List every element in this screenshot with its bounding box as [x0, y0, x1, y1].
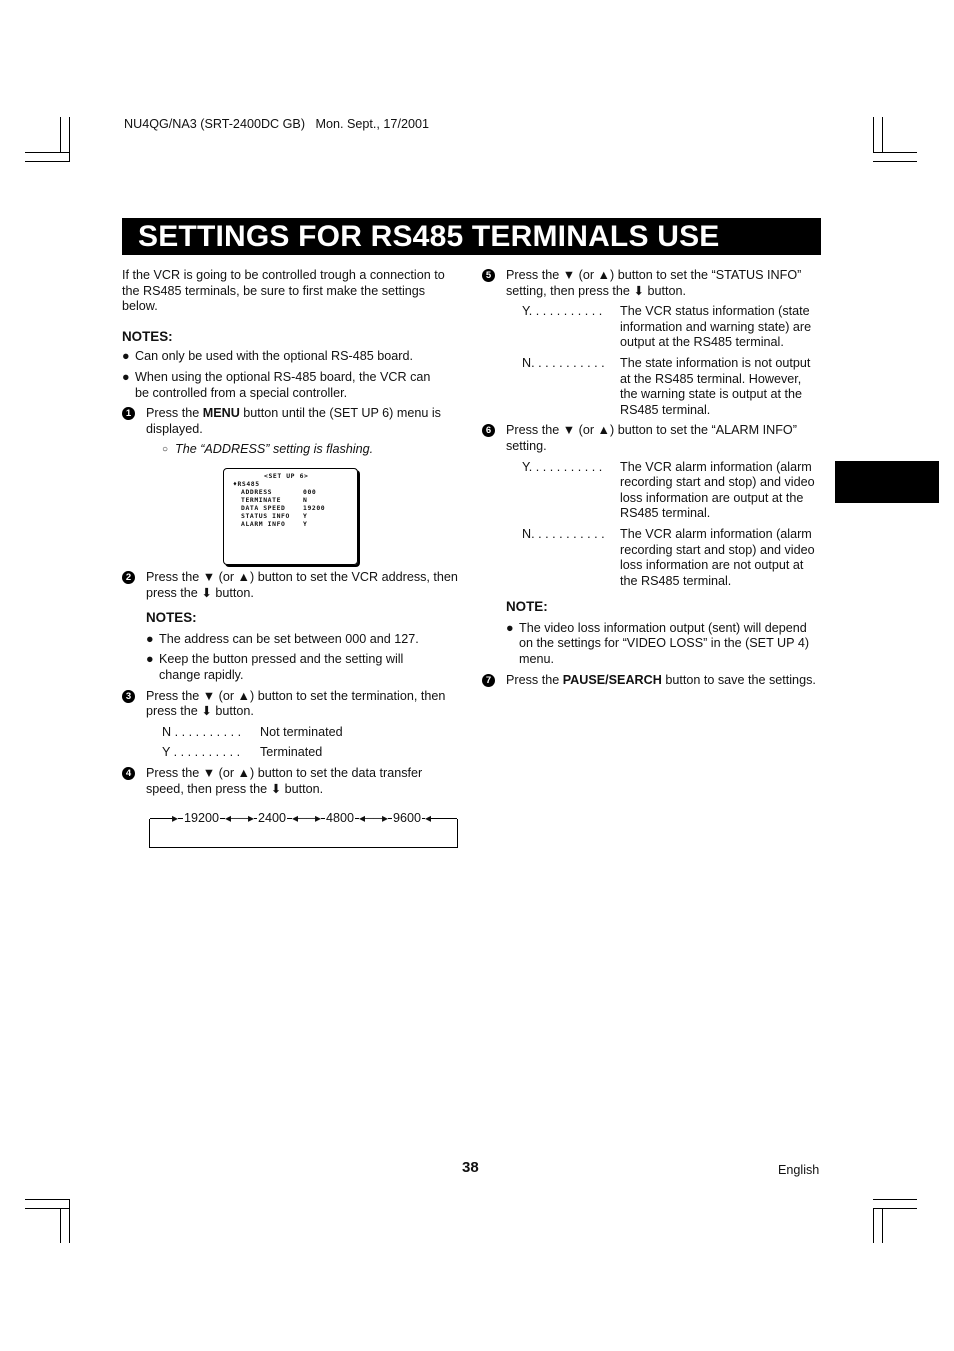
section-tab [835, 461, 939, 503]
title-bar [122, 218, 821, 255]
intro-text: If the VCR is going to be controlled trough a connection to the RS485 terminals, be sure to first make the settings below. [122, 268, 445, 314]
page-number: 38 [462, 1159, 479, 1176]
left-column-lower [122, 570, 460, 797]
option-desc: The VCR alarm information (alarm recording start and stop) and video loss information are output at the RS485 terminal. [620, 459, 815, 521]
option-desc: Not terminated [260, 724, 343, 739]
page-title: SETTINGS FOR RS485 TERMINALS USE [138, 220, 720, 253]
osd-value: 000 [303, 488, 317, 496]
option-key: N . . . . . . . . . . [162, 724, 242, 739]
step-number-icon: 2 [122, 571, 135, 584]
note-item: ● Can only be used with the optional RS-485 board. [122, 349, 413, 364]
option-row [162, 745, 460, 761]
bullet-icon: ● [122, 369, 130, 384]
osd-label: TERMINATE [241, 496, 282, 504]
speed-option: 2400 [258, 811, 287, 825]
pause-search-button-label: PAUSE/SEARCH [562, 672, 662, 687]
double-arrow-icon: ◂──▸ [292, 811, 322, 825]
arrow-right-icon: ▸ [172, 811, 179, 825]
osd-menu-screen [223, 468, 358, 565]
option-desc: The VCR alarm information (alarm recording start and stop) and video loss information are not output at the RS485 terminal. [620, 526, 815, 588]
option-desc: The state information is not output at the RS485 terminal. However, the warning state is output at the RS485 terminal. [620, 355, 811, 417]
bullet-icon: ● [122, 349, 130, 364]
osd-section: ♦RS485 [233, 480, 260, 488]
step-number-icon: 5 [482, 269, 495, 282]
crop-mark [25, 1199, 69, 1209]
step-4: 4 Press the ▼ (or ▲) button to set the data transfer speed, then press the ⬇ button. [122, 766, 460, 797]
osd-value: Y [303, 512, 308, 520]
note-item: ● Keep the button pressed and the setting will change rapidly. [146, 652, 404, 682]
option-row [162, 725, 460, 741]
step-2: 2 Press the ▼ (or ▲) button to set the VCR address, then press the ⬇ button. [122, 570, 460, 601]
bullet-icon: ● [146, 652, 154, 667]
osd-value: 19200 [303, 504, 326, 512]
step-1: 1 Press the MENU button until the (SET UP 6) menu is displayed. [122, 406, 460, 437]
note-item: ● When using the optional RS-485 board, the VCR can be controlled from a special controller. [122, 369, 431, 400]
step-6: 6 Press the ▼ (or ▲) button to set the “ALARM INFO” setting. [482, 423, 820, 454]
option-key: N. . . . . . . . . . . [522, 355, 605, 370]
option-row [522, 527, 820, 589]
step-number-icon: 6 [482, 424, 495, 437]
right-column [482, 268, 820, 688]
double-arrow-icon: ◂──▸ [225, 811, 255, 825]
doc-date: Mon. Sept., 17/2001 [315, 117, 429, 131]
bullet-icon: ● [146, 631, 154, 646]
speed-option: 4800 [326, 811, 355, 825]
step-number-icon: 3 [122, 690, 135, 703]
step-7: 7 Press the PAUSE/SEARCH button to save the settings. [482, 673, 820, 689]
step-3: 3 Press the ▼ (or ▲) button to set the termination, then press the ⬇ button. [122, 689, 460, 720]
osd-value: Y [303, 520, 308, 528]
arrow-left-icon: ◂ [425, 811, 432, 825]
speed-option: 9600 [393, 811, 422, 825]
osd-label: STATUS INFO [241, 512, 290, 520]
crop-mark [873, 1199, 917, 1209]
document-header [124, 117, 429, 133]
osd-label: DATA SPEED [241, 504, 286, 512]
left-column [122, 268, 460, 458]
step-1-sub: ○ The “ADDRESS” setting is flashing. [162, 442, 374, 457]
menu-button-label: MENU [202, 406, 240, 421]
option-key: Y. . . . . . . . . . . [522, 459, 603, 474]
option-key: Y . . . . . . . . . . [162, 745, 241, 760]
option-desc: Terminated [260, 745, 323, 760]
hollow-bullet-icon: ○ [162, 444, 169, 456]
crop-mark [873, 152, 917, 162]
notes-heading: NOTES: [146, 610, 197, 626]
osd-value: N [303, 496, 308, 504]
note-heading: NOTE: [506, 599, 548, 615]
step-number-icon: 1 [122, 407, 135, 420]
doc-ref: NU4QG/NA3 (SRT-2400DC GB) [124, 117, 306, 131]
option-key: N. . . . . . . . . . . [522, 526, 605, 541]
speed-cycle-diagram [149, 811, 458, 848]
option-row [522, 460, 820, 522]
step-number-icon: 7 [482, 674, 495, 687]
osd-label: ADDRESS [241, 488, 273, 496]
option-desc: The VCR status information (state information and warning state) are output at the RS485 terminal. [620, 304, 812, 350]
bullet-icon: ● [506, 620, 514, 635]
crop-mark [25, 152, 69, 162]
osd-title: <SET UP 6> [264, 472, 309, 480]
note-item: ● The video loss information output (sent) will depend on the settings for “VIDEO LOSS” in the (SET UP 4) menu. [506, 620, 810, 667]
language-label: English [778, 1163, 820, 1177]
speed-option: 19200 [184, 811, 220, 825]
osd-label: ALARM INFO [241, 520, 286, 528]
notes-heading: NOTES: [122, 328, 173, 344]
step-number-icon: 4 [122, 767, 135, 780]
option-key: Y. . . . . . . . . . . [522, 304, 603, 319]
step-5: 5 Press the ▼ (or ▲) button to set the “STATUS INFO” setting, then press the ⬇ button. [482, 268, 820, 299]
option-row [522, 356, 820, 418]
note-item: ● The address can be set between 000 and 127. [146, 631, 419, 646]
option-row [522, 304, 820, 351]
double-arrow-icon: ◂──▸ [359, 811, 389, 825]
